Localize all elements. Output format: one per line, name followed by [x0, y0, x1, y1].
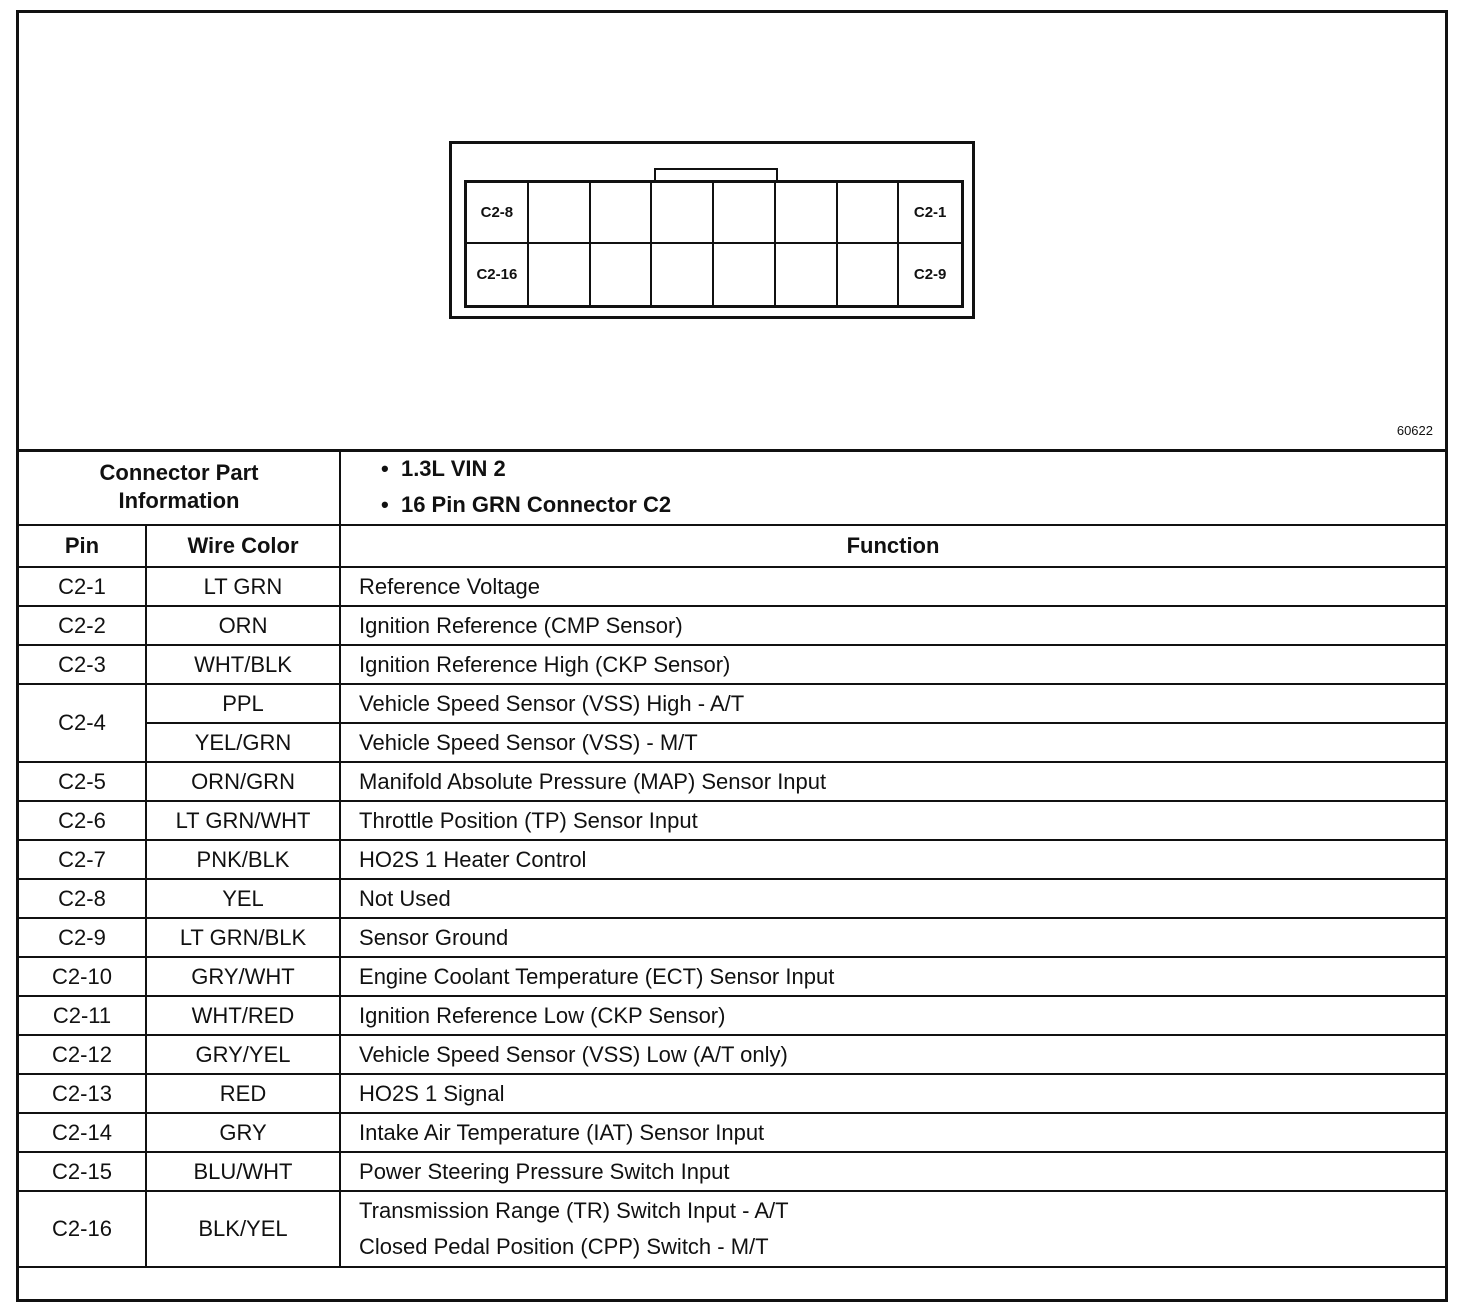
- connector-diagram-area: [19, 13, 1445, 452]
- wire-color-cell: YEL/GRN: [146, 723, 340, 762]
- wire-color-cell: LT GRN/WHT: [146, 801, 340, 840]
- pin-cell: C2-16: [19, 1191, 146, 1267]
- cavity: [776, 183, 838, 244]
- part-info-title-line1: Connector Part: [99, 459, 259, 485]
- connector-face: [464, 180, 964, 308]
- pin-cell: C2-13: [19, 1074, 146, 1113]
- wire-color-cell: RED: [146, 1074, 340, 1113]
- function-cell: Not Used: [340, 879, 1445, 918]
- function-cell: Vehicle Speed Sensor (VSS) High - A/T: [340, 684, 1445, 723]
- table-row: [19, 684, 1445, 723]
- pinout-table: [19, 449, 1445, 1268]
- cavity: [838, 183, 900, 244]
- wire-color-cell: GRY/YEL: [146, 1035, 340, 1074]
- cavity: [529, 244, 591, 305]
- wire-color-cell: ORN: [146, 606, 340, 645]
- function-cell: Vehicle Speed Sensor (VSS) Low (A/T only): [340, 1035, 1445, 1074]
- part-info-bullet: • 1.3L VIN 2: [381, 451, 1445, 487]
- wire-color-cell: ORN/GRN: [146, 762, 340, 801]
- cavity: [591, 183, 653, 244]
- function-cell: Throttle Position (TP) Sensor Input: [340, 801, 1445, 840]
- part-info-title-line2: Information: [118, 487, 240, 513]
- wire-color-cell: LT GRN/BLK: [146, 918, 340, 957]
- function-cell: Ignition Reference High (CKP Sensor): [340, 645, 1445, 684]
- pin-cell: C2-5: [19, 762, 146, 801]
- function-cell: Engine Coolant Temperature (ECT) Sensor Input: [340, 957, 1445, 996]
- pin-cell: C2-8: [19, 879, 146, 918]
- pin-cell: C2-11: [19, 996, 146, 1035]
- header-wire-color: Wire Color: [146, 525, 340, 567]
- function-cell: Sensor Ground: [340, 918, 1445, 957]
- pin-cell: C2-10: [19, 957, 146, 996]
- wire-color-cell: WHT/BLK: [146, 645, 340, 684]
- pin-cell: C2-12: [19, 1035, 146, 1074]
- part-info-bullets: [340, 449, 1445, 525]
- connector-document: [16, 10, 1448, 1302]
- pin-cell: C2-4: [19, 684, 146, 762]
- table-row: [19, 762, 1445, 801]
- function-cell: Reference Voltage: [340, 567, 1445, 606]
- pin-cell: C2-1: [19, 567, 146, 606]
- cavity: [714, 183, 776, 244]
- wire-color-cell: WHT/RED: [146, 996, 340, 1035]
- table-row: [19, 996, 1445, 1035]
- cavity-label-c2-16: C2-16: [467, 244, 529, 305]
- header-row: [19, 525, 1445, 567]
- table-row: [19, 801, 1445, 840]
- table-row: [19, 606, 1445, 645]
- function-cell: Power Steering Pressure Switch Input: [340, 1152, 1445, 1191]
- pin-cell: C2-15: [19, 1152, 146, 1191]
- function-cell: HO2S 1 Signal: [340, 1074, 1445, 1113]
- pin-cell: C2-9: [19, 918, 146, 957]
- pin-cell: C2-3: [19, 645, 146, 684]
- pin-cell: C2-7: [19, 840, 146, 879]
- cavity: [838, 244, 900, 305]
- cavity-label-c2-8: C2-8: [467, 183, 529, 244]
- cavity: [529, 183, 591, 244]
- table-row: [19, 645, 1445, 684]
- wire-color-cell: LT GRN: [146, 567, 340, 606]
- function-cell: Intake Air Temperature (IAT) Sensor Input: [340, 1113, 1445, 1152]
- table-row: [19, 1191, 1445, 1267]
- function-line: Closed Pedal Position (CPP) Switch - M/T: [359, 1234, 769, 1259]
- part-info-title: [19, 449, 340, 525]
- function-cell: Ignition Reference (CMP Sensor): [340, 606, 1445, 645]
- part-info-row: [19, 449, 1445, 525]
- table-row: [19, 723, 1445, 762]
- table-row: [19, 567, 1445, 606]
- cavity: [652, 244, 714, 305]
- function-cell: HO2S 1 Heater Control: [340, 840, 1445, 879]
- table-row: [19, 1035, 1445, 1074]
- figure-id: 60622: [1396, 423, 1433, 438]
- wire-color-cell: BLK/YEL: [146, 1191, 340, 1267]
- table-row: [19, 957, 1445, 996]
- header-pin: Pin: [19, 525, 146, 567]
- header-function: Function: [340, 525, 1445, 567]
- wire-color-cell: GRY: [146, 1113, 340, 1152]
- table-row: [19, 879, 1445, 918]
- table-row: [19, 1152, 1445, 1191]
- cavity: [652, 183, 714, 244]
- function-line: Transmission Range (TR) Switch Input - A/T: [359, 1198, 789, 1223]
- wire-color-cell: GRY/WHT: [146, 957, 340, 996]
- table-row: [19, 1074, 1445, 1113]
- function-cell: Vehicle Speed Sensor (VSS) - M/T: [340, 723, 1445, 762]
- table-row: [19, 840, 1445, 879]
- wire-color-cell: PPL: [146, 684, 340, 723]
- function-cell: Manifold Absolute Pressure (MAP) Sensor Input: [340, 762, 1445, 801]
- wire-color-cell: PNK/BLK: [146, 840, 340, 879]
- cavity: [714, 244, 776, 305]
- table-row: [19, 1113, 1445, 1152]
- function-cell: Ignition Reference Low (CKP Sensor): [340, 996, 1445, 1035]
- pin-cell: C2-6: [19, 801, 146, 840]
- part-info-bullet: • 16 Pin GRN Connector C2: [381, 487, 1445, 523]
- cavity-label-c2-1: C2-1: [899, 183, 961, 244]
- pin-cell: C2-2: [19, 606, 146, 645]
- pin-cell: C2-14: [19, 1113, 146, 1152]
- cavity: [776, 244, 838, 305]
- cavity-label-c2-9: C2-9: [913, 266, 947, 283]
- wire-color-cell: BLU/WHT: [146, 1152, 340, 1191]
- function-cell: [340, 1191, 1445, 1267]
- cavity: [591, 244, 653, 305]
- wire-color-cell: YEL: [146, 879, 340, 918]
- table-row: [19, 918, 1445, 957]
- connector-housing: [449, 141, 975, 319]
